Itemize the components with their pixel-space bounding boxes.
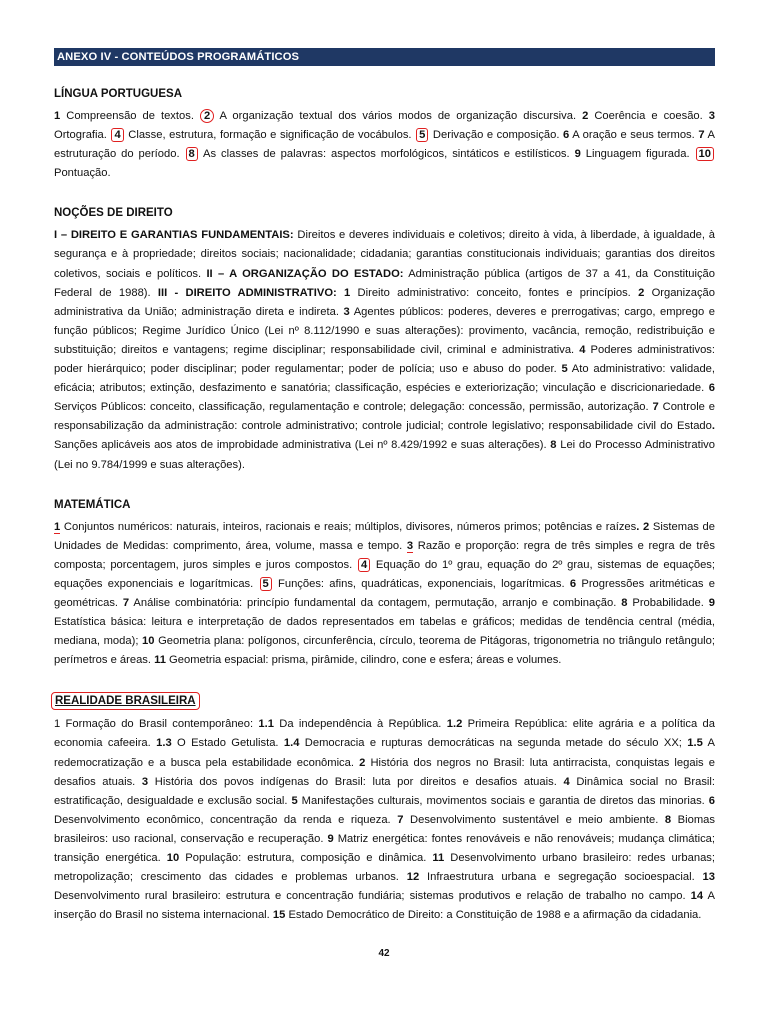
item-number: 2 <box>582 110 589 122</box>
item-text: Dinâmica social no Brasil: estratificação, desigualdade e exclusão social. <box>54 775 716 807</box>
subsection-head: II – A ORGANIZAÇÃO DO ESTADO: <box>206 267 404 280</box>
item-text: Estado Democrático de Direito: a Constituição de 1988 e a afirmação da cidadania. <box>285 909 702 922</box>
item-text: Derivação e composição. <box>429 129 564 142</box>
item-text: Direito administrativo: conceito, fontes e princípios. <box>350 286 639 299</box>
item-text: Democracia e rupturas democráticas na segunda metade do século XX; <box>299 737 688 750</box>
subsection-text: Direitos e deveres individuais e coletivos; direito à vida, à liberdade, à igualdade, à segurança e à propriedade; direitos sociais; nacionalidade; cidadania; garantias constitucionais individuais; garantias dos direitos coletivos, sociais e políticos. <box>54 229 715 280</box>
section-title-matematica: MATEMÁTICA <box>54 498 131 511</box>
page-number: 42 <box>378 948 390 959</box>
item-text: Desenvolvimento urbano brasileiro: redes urbanas; metropolização; crescimento das cidades e problemas urbanos. <box>54 852 715 884</box>
item-number-boxed: 5 <box>260 577 272 591</box>
item-text: Desenvolvimento sustentável e meio ambiente. <box>403 813 665 826</box>
item-number: 1.4 <box>283 737 300 750</box>
item-text: Análise combinatória: princípio fundamental da contagem, permutação, arranjo e combinação. <box>129 596 622 609</box>
item-text: Geometria espacial: prisma, pirâmide, cilindro, cone e esfera; áreas e volumes. <box>165 654 562 667</box>
item-text: Compreensão de textos. <box>60 110 200 122</box>
item-number: 4 <box>579 343 586 356</box>
subsection-text: Administração pública (artigos de 37 a 41, da Constituição Federal de 1988). <box>54 267 716 299</box>
item-number: 12 <box>406 871 420 884</box>
item-number: 1.1 <box>258 718 274 731</box>
item-number: 7 <box>698 129 705 142</box>
item-number: 1 <box>54 110 61 122</box>
item-text: A oração e seus termos. <box>569 129 699 142</box>
item-number: 11 <box>432 852 445 864</box>
item-text: Controle e responsabilização da administração: controle administrativo; controle judicial; controle legislativo; responsabilidade civil do Estado <box>54 401 715 433</box>
item-number: 10 <box>142 635 155 648</box>
item-text: História dos povos indígenas do Brasil: luta por direitos e desafios atuais. <box>148 775 564 788</box>
item-text: A estruturação do período. <box>54 129 715 161</box>
item-text: Matriz energética: fontes renováveis e não renováveis; mudança climática; transição energética. <box>54 832 715 864</box>
section-title-portugues: LÍNGUA PORTUGUESA <box>54 88 182 100</box>
item-number: 1.5 <box>687 737 703 750</box>
realidade-title-boxed: REALIDADE BRASILEIRA <box>51 692 200 710</box>
item-number: 9 <box>327 832 334 845</box>
direito-paragraph <box>54 226 715 474</box>
item-number-underlined: 1 <box>54 520 61 533</box>
item-number: . <box>711 420 715 433</box>
item-number: 6 <box>708 794 715 807</box>
item-text: Classe, estrutura, formação e significação de vocábulos. <box>124 129 416 142</box>
item-text: Lei do Processo Administrativo (Lei no 9.784/1999 e suas alterações). <box>54 439 715 471</box>
portugues-paragraph <box>54 107 715 183</box>
item-number: . 2 <box>636 520 650 533</box>
item-number-boxed: 4 <box>111 128 123 142</box>
item-number: 8 <box>664 813 672 826</box>
item-text: A redemocratização e a busca pela estabilidade econômica. <box>54 737 716 769</box>
item-text: Manifestações culturais, movimentos sociais e garantia de diretos das minorias. <box>297 794 709 807</box>
item-text: A organização textual dos vários modos de organização discursiva. <box>214 110 583 122</box>
item-number: 5 <box>291 794 298 807</box>
item-number: 7 <box>122 596 130 609</box>
item-text: Estatística básica: leitura e interpretação de dados representados em tabelas e gráficos; medidas de tendência central (média, mediana, moda); <box>54 616 715 648</box>
item-text: Primeira República: elite agrária e a política da economia cafeeira. <box>54 718 715 750</box>
item-number: 14 <box>690 890 704 903</box>
item-text: Probabilidade. <box>627 596 709 609</box>
item-text: As classes de palavras: aspectos morfológicos, sintáticos e estilísticos. <box>198 148 575 161</box>
item-text: Ortografia. <box>54 129 111 142</box>
item-number: 8 <box>550 439 557 452</box>
subsection-head: I – DIREITO E GARANTIAS FUNDAMENTAIS: <box>54 229 294 242</box>
item-number: 3 <box>708 110 715 122</box>
item-number: 4 <box>563 775 570 788</box>
item-number-circled: 2 <box>200 109 214 123</box>
annex-banner: ANEXO IV - CONTEÚDOS PROGRAMÁTICOS <box>54 48 715 66</box>
item-text: Funções: afins, quadráticas, exponenciais, logarítmicas. <box>272 577 570 590</box>
item-text: Desenvolvimento econômico, concentração da renda e riqueza. <box>54 813 398 826</box>
item-text: Serviços Públicos: conceito, classificação, regulamentação e controle; delegação: concessão, permissão, autorização. <box>54 401 653 414</box>
item-text: Coerência e coesão. <box>588 110 709 122</box>
item-text: Agentes públicos: poderes, deveres e prerrogativas; cargo, emprego e função públicos; Regime Jurídico Único (Lei nº 8.112/1990 e suas alterações): provimento, vacância, remoção, redistribuição e substituição; direitos e vantagens; regime disciplinar; responsabilidade civil, criminal e administrativa. <box>54 305 715 356</box>
item-number: 7 <box>652 401 659 414</box>
item-number: 3 <box>141 775 149 788</box>
item-text: Equação do 1º grau, equação do 2º grau, sistemas de equações; equações exponenciais e logarítmicas. <box>54 558 716 590</box>
item-text: Da independência à República. <box>273 718 447 731</box>
item-text: 1 Formação do Brasil contemporâneo: <box>54 718 259 731</box>
item-number: 13 <box>702 871 715 884</box>
item-number: 1.3 <box>156 737 172 750</box>
item-text: Desenvolvimento rural brasileiro: estrutura e concentração fundiária; sistemas produtivos e relação de trabalho no campo. <box>54 890 691 903</box>
item-text: Ato administrativo: validade, eficácia; atributos; extinção, desfazimento e sanatória; classificação, espécies e exteriorização; vinculação e discricionariedade. <box>54 363 715 395</box>
item-number: 9 <box>708 596 715 609</box>
item-text: Conjuntos numéricos: naturais, inteiros, racionais e reais; múltiplos, divisores, números primos; potências e raízes <box>60 520 637 533</box>
item-number-boxed: 4 <box>358 558 370 572</box>
item-text: Organização administrativa da União; administração direta e indireta. <box>54 286 715 318</box>
item-text: Poderes administrativos: poder hierárquico; poder disciplinar; poder regulamentar; poder de polícia; uso e abuso do poder. <box>54 343 715 376</box>
item-number: 1.2 <box>446 718 463 731</box>
item-number: 6 <box>708 382 715 395</box>
item-text: Pontuação. <box>54 167 111 180</box>
item-number: 5 <box>561 363 568 376</box>
item-text: Infraestrutura urbana e segregação socioespacial. <box>419 871 703 884</box>
subsection-head: III - DIREITO ADMINISTRATIVO: <box>157 286 337 299</box>
item-number: 1 <box>344 286 351 299</box>
section-title-direito: NOÇÕES DE DIREITO <box>54 207 173 220</box>
item-number: 9 <box>574 148 581 161</box>
item-number: 7 <box>397 813 404 826</box>
item-text: Razão e proporção: regra de três simples e regra de três composta; porcentagem, juros simples e juros compostos. <box>54 539 715 571</box>
item-text: População: estrutura, composição e dinâmica. <box>179 852 433 864</box>
item-number: 11 <box>154 654 166 667</box>
item-number: 10 <box>166 852 180 864</box>
item-number: 2 <box>638 286 645 299</box>
item-text: A inserção do Brasil no sistema internacional. <box>54 890 716 922</box>
realidade-paragraph <box>54 715 715 925</box>
item-text: O Estado Getulista. <box>171 737 284 750</box>
section-title-realidade <box>54 692 715 710</box>
item-number: 6 <box>569 577 577 590</box>
item-text: Progressões aritméticas e geométricas. <box>54 577 715 609</box>
item-number-boxed: 10 <box>696 147 714 161</box>
item-text: Geometria plana: polígonos, circunferência, círculo, teorema de Pitágoras, trigonometria no triângulo retângulo; perímetros e áreas. <box>54 635 715 667</box>
item-number-boxed: 8 <box>186 147 198 161</box>
matematica-paragraph <box>54 518 715 671</box>
item-number-boxed: 5 <box>416 128 428 142</box>
item-text: Sistemas de Unidades de Medidas: comprimento, área, volume, massa e tempo. <box>54 520 715 552</box>
item-number: 6 <box>563 129 570 142</box>
document-page <box>54 48 715 925</box>
item-number: 2 <box>359 756 366 769</box>
item-text: Linguagem figurada. <box>580 148 695 161</box>
item-number: 3 <box>343 305 350 318</box>
item-text: Sanções aplicáveis aos atos de improbidade administrativa (Lei nº 8.429/1992 e suas alterações). <box>54 439 551 452</box>
item-number: 15 <box>272 909 286 922</box>
item-text: História dos negros no Brasil: luta antirracista, conquistas legais e desafios atuais. <box>54 756 715 788</box>
item-number-underlined: 3 <box>406 539 414 552</box>
item-text: Biomas brasileiros: uso racional, conservação e recuperação. <box>54 813 715 845</box>
item-number: 8 <box>621 596 628 609</box>
